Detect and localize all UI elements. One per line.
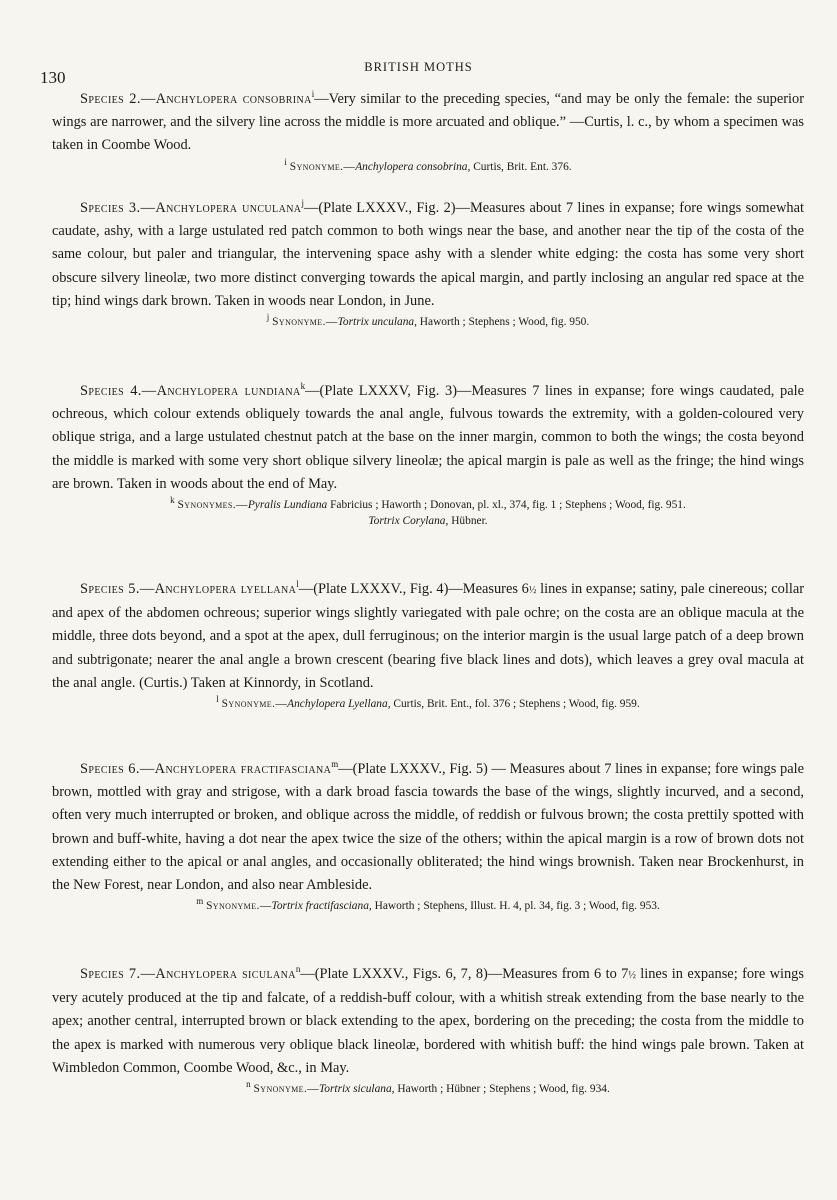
species-description [52,380,804,496]
synonyme-footnote: $^n$ Synonyme.—Tortrix siculana, Haworth ; Hübner ; Stephens ; Wood, fig. 934. [246,1079,610,1096]
species-entry [52,380,804,529]
synonyme-footnote: $^i$ Synonyme.—Anchylopera consobrina, Curtis, Brit. Ent. 376. [284,156,572,173]
species-heading: Species 4.—Anchylopera lundiana [80,383,301,399]
species-heading: Species 2.—Anchylopera consobrina [80,91,312,107]
species-text: —Very similar to the preceding species, “and may be only the female: the superior wings are narrower, and the silvery line across the middle is more arcuated and oblique.” —Curtis, l. c., by whom a specimen was taken in Coombe Wood. [52,91,805,154]
footnote-mark: i [311,89,315,100]
species-description [52,578,804,695]
synonyme-footnote: $^k$ Synonymes.—Pyralis Lundiana Fabricius ; Haworth ; Donovan, pl. xl., 374, fig. 1 ; Stephens ; Wood, fig. 951. Tortrix Corylana, Hübner. [170,495,686,528]
footnote-mark: l [296,579,299,590]
species-heading: Species 6.—Anchylopera fractifasciana [80,761,332,777]
synonyme-footnote: $^j$ Synonyme.—Tortrix unculana, Haworth ; Stephens ; Wood, fig. 950. [266,312,590,329]
species-description [52,197,804,313]
fraction: ½ [528,585,537,596]
species-text: lines in expanse; fore wings very acutely produced at the tip and falcate, of a reddish-buff colour, with a whitish streak extending from the base nearly to the apex; another central, interrupted brown or black extending to the apex, bordering on the preceding; the costa from the middle to the apex is marked with numerous very oblique black lineolæ, bordered with whitish buff: the hind wings pale brown. Taken at Wimbledon Common, Coombe Wood, &c., in May. [52,966,804,1076]
species-heading: Species 7.—Anchylopera siculana [80,966,296,982]
species-description [52,88,804,158]
species-text: —(Plate LXXXV., Fig. 4)—Measures 6 [298,581,529,597]
species-text: lines in expanse; satiny, pale cinereous; collar and apex of the abdomen ochreous; superior wings slightly variegated with pale ochre; on the costa are an oblique macula at the middle, three dots beyond, and a spot at the apex, dull ferruginous; on the interior margin is the usual large patch of a deep brown and subtrigonate; nearer the anal angle a brown crescent (bearing five black lines and dots), which leaves a grey oval macula at the anal angle. (Curtis.) Taken at Kinnordy, in Scotland. [52,581,805,691]
species-entry [52,758,804,914]
species-entry [52,197,804,330]
species-text: —(Plate LXXXV., Fig. 2)—Measures about 7 lines in expanse; fore wings somewhat caudate, ashy, with a large ustulated red patch common to both wings near the base, and another near the tip of the costa of the same colour, but paler and triangular, the intervening space ashy with a slender white edging: the costa has some very short obscure silvery lineolæ, two more distinct converging towards the apical margin, and partly inclosing an angular red space at the tip; hind wings dark brown. Taken in woods near London, in June. [52,200,804,309]
species-entry [52,88,804,175]
footnote-mark: k [300,381,306,392]
species-text: —(Plate LXXXV, Fig. 3)—Measures 7 lines in expanse; fore wings caudated, pale ochreous, which colour extends obliquely towards the anal angle, fulvous towards the extremity, with a golden-coloured very oblique striga, and a large ustulated chestnut patch at the base on the inner margin, common to both the wings; the costa beyond the middle is marked with some very short oblique silvery lineolæ; the apical margin is pale as well as the fringe; the hind wings are brown. Taken in woods about the end of May. [52,383,804,492]
synonyme-footnote: $^m$ Synonyme.—Tortrix fractifasciana, Haworth ; Stephens, Illust. H. 4, pl. 34, fig. 3 ; Wood, fig. 953. [196,896,660,913]
synonyme-footnote: $^l$ Synonyme.—Anchylopera Lyellana, Curtis, Brit. Ent., fol. 376 ; Stephens ; Wood, fig. 959. [216,694,640,711]
species-text: —(Plate LXXXV., Fig. 5) — Measures about 7 lines in expanse; fore wings pale brown, mottled with gray and strigose, with a dark broad fascia towards the base of the wings, slightly incurved, and a second, often very much interrupted or broken, and oblique across the middle, of reddish or fulvous brown; the costa prettily spotted with brown and buff-white, having a dot near the apex twice the size of the others; within the apical margin is a row of brown dots not extending either to the apical or anal angles, and occasionally obliterated; the hind wings brownish. Taken near Brockenhurst, in the New Forest, near London, and also near Ambleside. [52,761,804,894]
footnote-mark: n [295,964,301,975]
species-heading: Species 3.—Anchylopera unculana [80,200,302,216]
species-text: —(Plate LXXXV., Figs. 6, 7, 8)—Measures from 6 to 7 [300,966,629,982]
species-entry [52,578,804,712]
footnote-mark: j [301,198,304,209]
page-number: 130 [40,68,66,87]
fraction: ½ [628,970,636,981]
running-head: BRITISH MOTHS [364,60,473,74]
species-description [52,963,804,1080]
species-entry [52,963,804,1097]
footnote-mark: m [331,759,339,770]
species-heading: Species 5.—Anchylopera lyellana [80,581,297,597]
species-description [52,758,804,897]
